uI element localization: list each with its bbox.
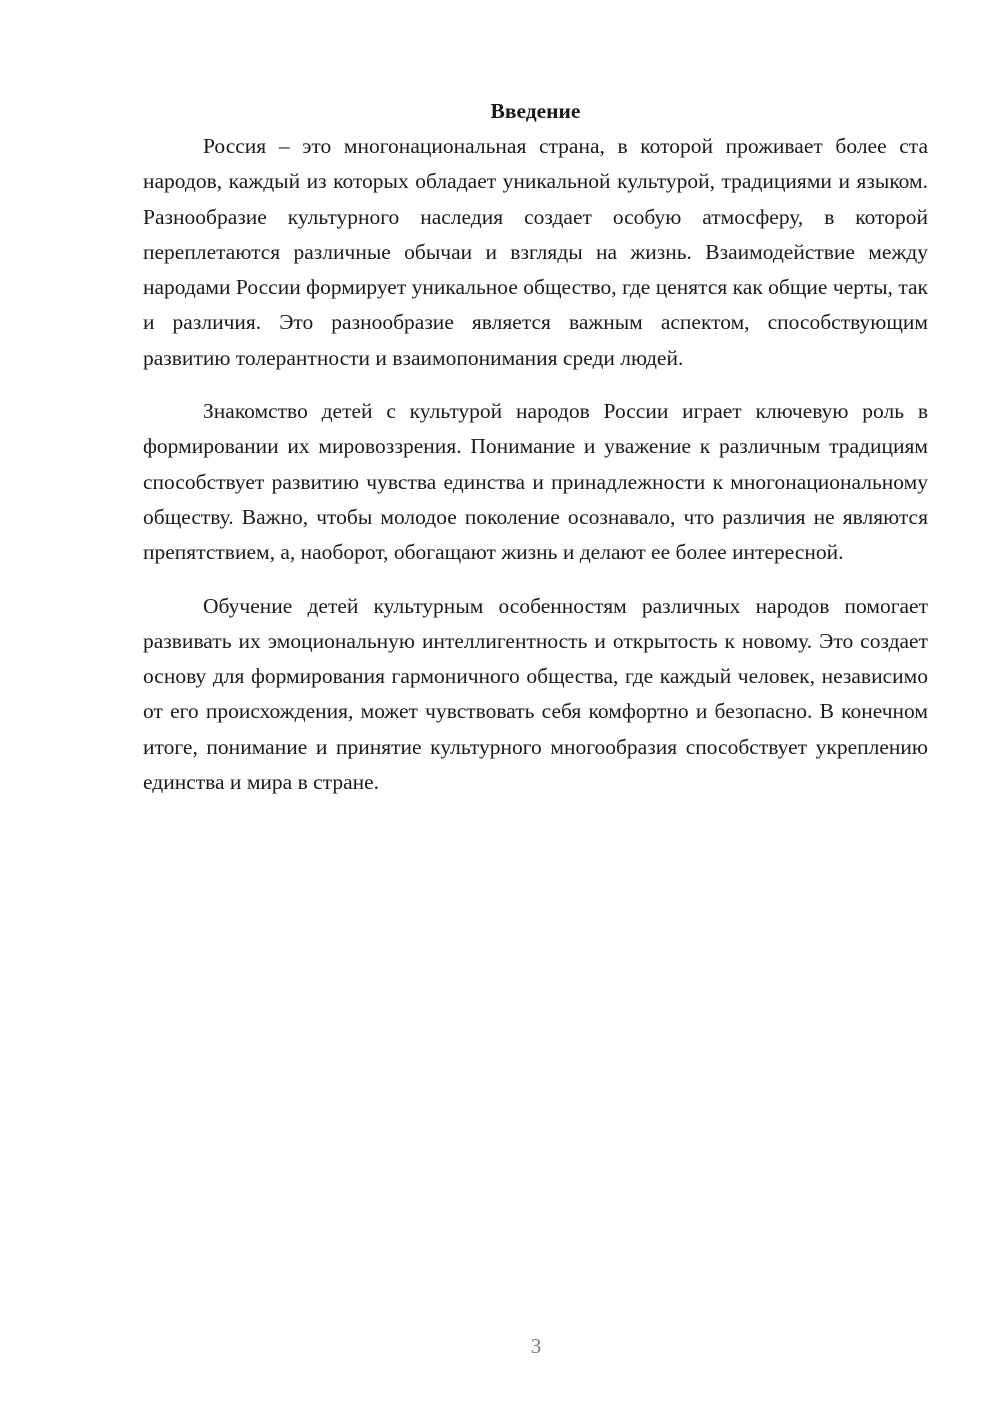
page-number: 3 xyxy=(530,1334,542,1358)
page-content xyxy=(143,94,928,818)
section-title: Введение xyxy=(490,99,581,123)
paragraph-3: Обучение детей культурным особенностям различных народов помогает развивать их эмоциональную интеллигентность и открытость к новому. Это создает основу для формирования гармоничного общества, где каждый человек, независимо от его происхождения, может чувствовать себя комфортно и безопасно. В конечном итоге, понимание и принятие культурного многообразия способствует укреплению единства и мира в стране. xyxy=(143,593,928,795)
paragraph-1: Россия – это многонациональная страна, в которой проживает более ста народов, каждый из которых обладает уникальной культурой, традициями и языком. Разнообразие культурного наследия создает особую атмосферу, в которой переплетаются различные обычаи и взгляды на жизнь. Взаимодействие между народами России формирует уникальное общество, где ценятся как общие черты, так и различия. Это разнообразие является важным аспектом, способствующим развитию толерантности и взаимопонимания среди людей. xyxy=(143,134,928,370)
paragraph-2: Знакомство детей с культурой народов России играет ключевую роль в формировании их мировоззрения. Понимание и уважение к различным традициям способствует развитию чувства единства и принадлежности к многонациональному обществу. Важно, чтобы молодое поколение осознавало, что различия не являются препятствием, а, наоборот, обогащают жизнь и делают ее более интересной. xyxy=(143,399,928,565)
